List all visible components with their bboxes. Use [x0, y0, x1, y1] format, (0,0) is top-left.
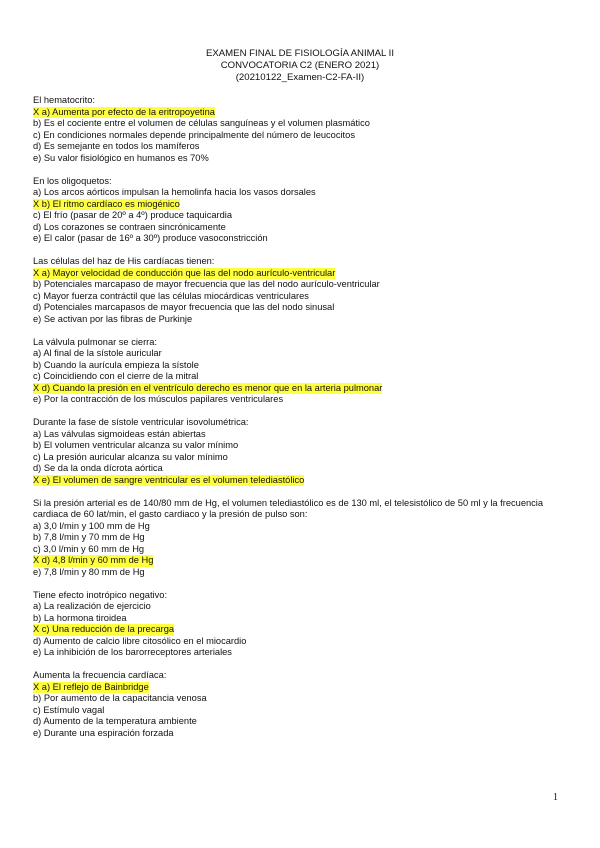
question-2 — [33, 176, 573, 245]
answer-option-correct: X b) El ritmo cardíaco es miogénico — [33, 198, 180, 209]
exam-code: (20210122_Examen-C2-FA-II) — [235, 72, 365, 83]
answer-option: a) Al final de la sístole auricular — [33, 348, 162, 358]
answer-option: d) Aumento de calcio libre citosólico en el miocardio — [33, 635, 247, 646]
answer-option: e) 7,8 l/min y 80 mm de Hg — [33, 566, 145, 577]
answer-option: b) Cuando la aurícula empieza la sístole — [33, 359, 199, 370]
question-text: En los oligoquetos: — [33, 175, 112, 186]
question-text: Si la presión arterial es de 140/80 mm de Hg, el volumen telediastólico es de 130 ml, el telesistólico de 50 ml y la frecuencia cardiaca de 60 lat/min, el gasto cardiaco y la presión de pulso son: — [33, 497, 544, 519]
answer-option: a) Los arcos aórticos impulsan la hemolinfa hacia los vasos dorsales — [33, 187, 316, 197]
page-number: 1 — [553, 792, 558, 803]
answer-option: e) Por la contracción de los músculos papilares ventriculares — [33, 394, 284, 404]
answer-option: a) 3,0 l/min y 100 mm de Hg — [33, 520, 150, 531]
answer-option: b) Es el cociente entre el volumen de células sanguíneas y el volumen plasmático — [33, 118, 370, 128]
answer-option-correct: X c) Una reducción de la precarga — [33, 624, 175, 634]
answer-option: a) La realización de ejercicio — [33, 601, 151, 611]
answer-option: e) Durante una espiración forzada — [33, 727, 174, 738]
answer-option: c) En condiciones normales depende principalmente del número de leucocitos — [33, 129, 355, 140]
answer-option: b) La hormona tiroidea — [33, 612, 127, 623]
question-3 — [33, 256, 573, 325]
answer-option: c) La presión auricular alcanza su valor mínimo — [33, 451, 228, 462]
answer-option-correct: X a) Mayor velocidad de conducción que las del nodo aurículo-ventricular — [33, 267, 336, 278]
question-7 — [33, 590, 573, 659]
answer-option: c) Estímulo vagal — [33, 704, 105, 715]
answer-option: d) Potenciales marcapasos de mayor frecuencia que las del nodo sinusal — [33, 302, 335, 312]
question-text: El hematocrito: — [33, 95, 96, 105]
question-5 — [33, 417, 573, 486]
exam-title: EXAMEN FINAL DE FISIOLOGÍA ANIMAL II — [205, 48, 394, 59]
question-text: Tiene efecto inotrópico negativo: — [33, 589, 168, 600]
answer-option: e) El calor (pasar de 16º a 30º) produce vasoconstricción — [33, 233, 268, 243]
answer-option: b) El volumen ventricular alcanza su valor mínimo — [33, 440, 239, 450]
answer-option: e) Su valor fisiológico en humanos es 70% — [33, 152, 209, 163]
exam-session: CONVOCATORIA C2 (ENERO 2021) — [220, 60, 380, 71]
question-text: Aumenta la frecuencia cardíaca: — [33, 670, 167, 680]
answer-option: e) Se activan por las fibras de Purkinje — [33, 313, 193, 324]
answer-option-correct: X d) Cuando la presión en el ventrículo derecho es menor que en la arteria pulmonar — [33, 382, 383, 393]
question-text: Durante la fase de sístole ventricular isovolumétrica: — [33, 417, 249, 427]
answer-option: b) 7,8 l/min y 70 mm de Hg — [33, 532, 145, 542]
answer-option: c) 3,0 l/min y 60 mm de Hg — [33, 543, 145, 554]
question-6 — [33, 498, 573, 579]
question-text: Las células del haz de His cardíacas tienen: — [33, 256, 215, 266]
answer-option-correct: X a) El reflejo de Bainbridge — [33, 681, 149, 692]
answer-option: d) Aumento de la temperatura ambiente — [33, 716, 197, 726]
answer-option: d) Se da la onda dícrota aórtica — [33, 463, 163, 473]
answer-option: d) Es semejante en todos los mamíferos — [33, 141, 200, 151]
answer-option: e) La inhibición de los barorreceptores arteriales — [33, 647, 232, 657]
answer-option: b) Por aumento de la capacitancia venosa — [33, 693, 207, 703]
exam-header — [0, 48, 600, 84]
answer-option-correct: X d) 4,8 l/min y 60 mm de Hg — [33, 555, 154, 565]
answer-option: d) Los corazones se contraen sincrónicamente — [33, 221, 226, 232]
answer-option: a) Las válvulas sigmoideas están abiertas — [33, 428, 206, 439]
answer-option-correct: X e) El volumen de sangre ventricular es el volumen telediastólico — [33, 474, 305, 485]
answer-option: c) Coincidiendo con el cierre de la mitral — [33, 371, 199, 381]
answer-option: b) Potenciales marcapaso de mayor frecuencia que las del nodo aurículo-ventricular — [33, 279, 380, 289]
answer-option: c) Mayor fuerza contráctil que las células miocárdicas ventriculares — [33, 290, 309, 301]
question-1 — [33, 95, 573, 164]
question-8 — [33, 670, 573, 739]
question-4 — [33, 337, 573, 406]
question-text: La válvula pulmonar se cierra: — [33, 336, 158, 347]
answer-option: c) El frío (pasar de 20º a 4º) produce taquicardia — [33, 210, 233, 220]
questions-list — [33, 95, 573, 751]
answer-option-correct: X a) Aumenta por efecto de la eritropoyetina — [33, 106, 215, 117]
